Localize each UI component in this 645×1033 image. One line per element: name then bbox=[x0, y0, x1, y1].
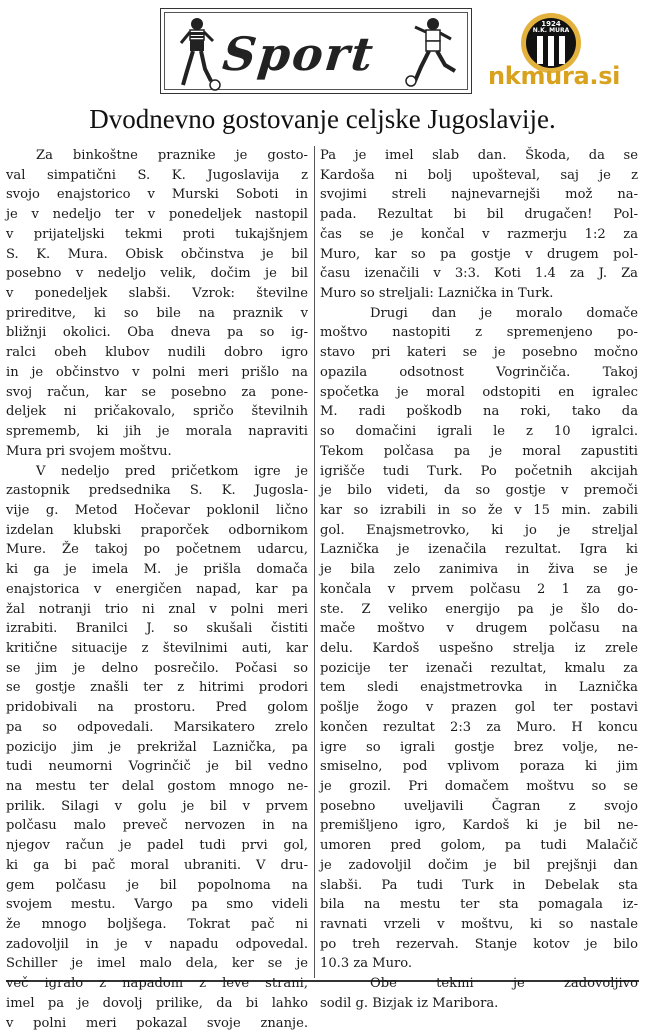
text-line: pošlje žogo v prazen gol ter postavi bbox=[320, 700, 638, 716]
text-line: igrišče tudi Turk. Po početnih akcijah bbox=[320, 463, 638, 479]
text-line: gol. Enajsmetrovko, ki jo je streljal bbox=[320, 522, 638, 538]
text-line: v polni meri pokazal svoje znanje. bbox=[6, 1015, 308, 1031]
text-line: Mura pri svojem moštvu. bbox=[6, 443, 172, 459]
text-line: Obe tekmi je zadovoljivo bbox=[370, 976, 638, 992]
text-line: čas se je končal v razmerju 1:2 za bbox=[320, 226, 638, 242]
text-line: kritične situacije z številnimi auti, kar bbox=[6, 640, 308, 656]
text-line: žal notranji trio ni znal v polni meri bbox=[6, 601, 308, 617]
text-line: opazila odsotnost Vogrinčiča. Takoj bbox=[320, 364, 638, 380]
masthead-frame bbox=[164, 12, 468, 90]
article-right-column bbox=[320, 146, 638, 1014]
text-line: končen rezultat 2:3 za Muro. H koncu bbox=[320, 719, 638, 735]
text-line: premišljeno igro, Kardoš ki je bil ne- bbox=[320, 818, 638, 834]
text-line: ste. Z veliko energijo pa je šlo do- bbox=[320, 601, 638, 617]
text-line: njegov račun je padel tudi prvi gol, bbox=[6, 838, 308, 854]
sport-masthead bbox=[160, 8, 472, 94]
text-line: izrabiti. Branilci J. so skušali čistiti bbox=[6, 621, 308, 637]
text-line: izdelan klubski praporček odbornikom bbox=[6, 522, 308, 538]
text-line: Kardoša ni bolj upošteval, saj je z bbox=[320, 167, 638, 183]
text-line: že mnogo boljšega. Tokrat pač ni bbox=[6, 917, 308, 933]
text-line: Pa je imel slab dan. Škoda, da se bbox=[320, 148, 638, 163]
text-line: S. K. Mura. Obisk občinstva je bil bbox=[6, 246, 308, 262]
text-line: svojem mestu. Vargo pa smo videli bbox=[6, 897, 308, 913]
text-line: igre so igrali gostje brez volje, ne- bbox=[320, 739, 638, 755]
text-line: v prijateljski tekmi proti tukajšnjem bbox=[6, 226, 308, 242]
site-watermark: nkmura.si bbox=[488, 62, 621, 90]
text-line: pozicijo jim je prekrižal Laznička, pa bbox=[6, 739, 308, 755]
text-line: je grozil. Pri domačem moštvu so se bbox=[320, 779, 638, 794]
text-line: umoren pred golom, pa tudi Malačič bbox=[320, 838, 638, 854]
logo-year: 1924 bbox=[541, 20, 561, 28]
text-line: je zadovoljil dočim je bil prejšnji dan bbox=[320, 857, 638, 873]
footballer-left-illustration bbox=[171, 15, 223, 91]
sport-title: Sport bbox=[220, 27, 378, 81]
text-line: je v nedeljo ter v ponedeljek nastopil bbox=[6, 207, 308, 223]
text-line: Muro so streljali: Laznička in Turk. bbox=[320, 286, 554, 302]
text-line: bližnji okolici. Oba dneva pa so ig- bbox=[6, 325, 308, 341]
text-line: slabši. Pa tudi Turk in Debelak sta bbox=[320, 877, 638, 893]
text-line: gem polčasu je bil popolnoma na bbox=[6, 877, 308, 893]
text-line: ralci obeh klubov nudili dobro igro bbox=[6, 345, 308, 361]
text-line: Muro, kar so pa gostje v drugem pol- bbox=[320, 246, 638, 262]
text-line: se jim je delno posrečilo. Počasi so bbox=[6, 660, 308, 676]
text-line: je bilo videti, da so gostje v premoči bbox=[320, 483, 638, 499]
text-line: se gostje znašli ter z hitrimi prodori bbox=[6, 680, 308, 696]
text-line: pa so odpovedali. Marsikatero zrelo bbox=[6, 719, 308, 735]
text-line: končala v prvem polčasu 2 1 za go- bbox=[320, 581, 638, 597]
text-line: posebno uveljavili Čagran z svojo bbox=[320, 798, 638, 814]
text-line: so domačini igrali le z 10 igralci. bbox=[320, 424, 638, 440]
text-line: val simpatični S. K. Jugoslavija z bbox=[6, 167, 308, 183]
article-headline: Dvodnevno gostovanje celjske Jugoslavije. bbox=[89, 104, 556, 134]
text-line: Mure. Že takoj po početnem udarcu, bbox=[6, 542, 308, 558]
text-line: moštvo nastopiti z spremenjeno po- bbox=[320, 325, 638, 341]
text-line: vije g. Metod Hočevar poklonil lično bbox=[6, 502, 308, 518]
text-line: svoj račun, kar se posebno za pone- bbox=[6, 384, 308, 400]
text-line: tem sledi enajstmetrovka in Laznička bbox=[320, 680, 638, 696]
logo-club-name: N.K. MURA bbox=[532, 27, 570, 34]
text-line: 10.3 za Muro. bbox=[320, 956, 413, 972]
text-line: več igralo z napadom z leve strani, bbox=[6, 976, 308, 992]
text-line: ki ga je imela M. je prišla domača bbox=[6, 562, 308, 578]
text-line: delu. Kardoš uspešno strelja iz zrele bbox=[320, 640, 638, 656]
footballer-right-illustration bbox=[401, 15, 461, 91]
text-line: imel pa je dovolj prilike, da bi lahko bbox=[6, 995, 308, 1011]
text-line: enajstorica v energičen napad, kar pa bbox=[6, 581, 308, 597]
text-line: Tekom polčasa pa je moral zapustiti bbox=[320, 443, 638, 459]
text-line: kar so izrabili in so že v 15 min. zabili bbox=[320, 502, 638, 518]
article-left-column bbox=[6, 146, 308, 1033]
text-line: zastopnik predsednika S. K. Jugosla- bbox=[6, 483, 308, 499]
text-line: v ponedeljek slabši. Vzrok: številne bbox=[6, 286, 308, 302]
text-line: času izenačili v 3:3. Koti 1.4 za J. Za bbox=[320, 266, 638, 282]
text-line: posebno v nedeljo velik, dočim je bil bbox=[6, 266, 308, 282]
text-line: Drugi dan je moralo domače bbox=[370, 305, 638, 321]
text-line: prireditve, ki so bile na praznik v bbox=[6, 305, 308, 321]
text-line: M. radi poškodb na roki, tako da bbox=[320, 404, 638, 420]
text-line: svojo enajstorico v Murski Soboti in bbox=[6, 187, 308, 203]
text-line: je bila zelo zanimiva in živa se je bbox=[320, 562, 638, 578]
text-line: tudi neumorni Vogrinčič je bil vedno bbox=[6, 759, 308, 775]
text-line: sprememb, ki jih je morala napraviti bbox=[6, 424, 308, 440]
column-divider bbox=[314, 146, 315, 978]
text-line: in je občinstvo v polni meri prišlo na bbox=[6, 364, 308, 380]
text-line: ki ga bi pač moral ubraniti. V dru- bbox=[6, 857, 308, 873]
text-line: zadovoljil in je v napadu odpovedal. bbox=[6, 936, 308, 952]
text-line: na mestu ter delal gostom mnogo ne- bbox=[6, 779, 308, 794]
text-line: spočetka je moral odstopiti en igralec bbox=[320, 384, 638, 400]
text-line: svojimi streli najnevarnejši mož na- bbox=[320, 187, 638, 203]
text-line: Schiller je imel malo dela, ker se je bbox=[6, 956, 308, 972]
text-line: sodil g. Bizjak iz Maribora. bbox=[320, 995, 499, 1011]
text-line: smiselno, pod vplivom poraza ki jim bbox=[320, 759, 638, 775]
text-line: V nedeljo pred pričetkom igre je bbox=[36, 463, 308, 479]
text-line: mače moštvo v drugem polčasu na bbox=[320, 621, 638, 637]
text-line: po treh rezervah. Stanje kotov je bilo bbox=[320, 936, 638, 952]
text-line: Laznička je izenačila rezultat. Igra ki bbox=[320, 542, 638, 558]
text-line: prilik. Silagi v golu je bil v prvem bbox=[6, 798, 308, 814]
text-line: bila na mestu ter sta pomagala iz- bbox=[320, 897, 638, 913]
text-line: deljek ni pričakovalo, spričo številnih bbox=[6, 404, 308, 420]
text-line: pozicije ter izenači rezultat, kmalu za bbox=[320, 660, 638, 676]
text-line: pridobivali na prostoru. Pred golom bbox=[6, 700, 308, 716]
text-line: pada. Rezultat bi bil drugačen! Pol- bbox=[320, 207, 638, 223]
text-line: polčasu malo preveč nervozen in na bbox=[6, 818, 308, 834]
text-line: Za binkoštne praznike je gosto- bbox=[36, 148, 308, 163]
text-line: stavo pri kateri se je posebno močno bbox=[320, 345, 638, 361]
text-line: ravnati vrzeli v moštvu, ki so nastale bbox=[320, 917, 638, 933]
